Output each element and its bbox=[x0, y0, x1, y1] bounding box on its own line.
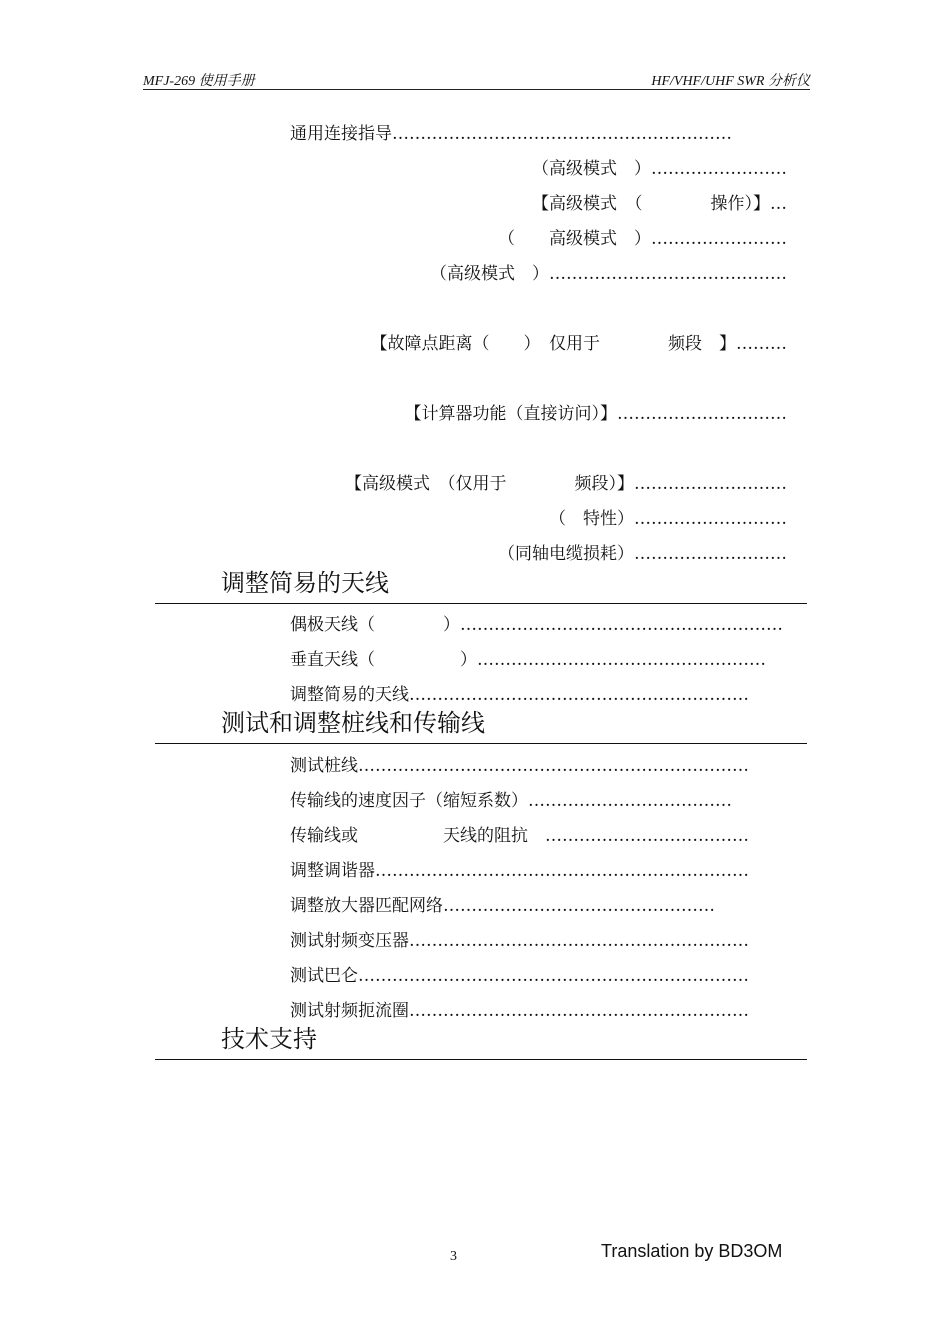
toc-leader-dots: ……………………… bbox=[634, 544, 787, 564]
toc-line bbox=[290, 121, 787, 147]
toc-line bbox=[345, 471, 787, 497]
toc-line bbox=[532, 156, 787, 182]
toc-line bbox=[371, 331, 788, 357]
section-divider bbox=[155, 603, 807, 604]
toc-line-text: （ 高级模式 ） bbox=[498, 229, 651, 249]
toc-line-text: 垂直天线（ ） bbox=[290, 650, 477, 670]
toc-line bbox=[290, 753, 787, 779]
toc-line bbox=[290, 858, 787, 884]
toc-leader-dots: …………………………………………………………… bbox=[358, 966, 749, 986]
toc-leader-dots: ………………………………………………………… bbox=[375, 861, 749, 881]
toc-line-text: 调整调谐器 bbox=[290, 861, 375, 881]
toc-line bbox=[498, 541, 787, 567]
toc-line bbox=[290, 788, 787, 814]
toc-line-text: 传输线或 天线的阻抗 bbox=[290, 826, 545, 846]
toc-line-text: （高级模式 ） bbox=[430, 264, 549, 284]
toc-leader-dots: ……………………………… bbox=[545, 826, 749, 846]
toc-leader-dots: …………………………………………………………… bbox=[358, 756, 749, 776]
toc-line-text: （同轴电缆损耗） bbox=[498, 544, 634, 564]
toc-leader-dots: …………………… bbox=[651, 159, 787, 179]
toc-leader-dots: …………………… bbox=[651, 229, 787, 249]
header-divider bbox=[143, 89, 810, 90]
toc-leader-dots: … bbox=[770, 194, 787, 214]
toc-line-text: 通用连接指导 bbox=[290, 124, 392, 144]
toc-line-text: 【故障点距离（ ） 仅用于 频段 】 bbox=[370, 334, 736, 354]
toc-line-text: 【计算器功能（直接访问）】 bbox=[404, 404, 617, 424]
toc-line-text: 【高级模式 （ 操作）】 bbox=[532, 194, 770, 214]
toc-line-text: 调整放大器匹配网络 bbox=[290, 896, 443, 916]
section-title: 技术支持 bbox=[221, 1025, 317, 1053]
section-title: 测试和调整桩线和传输线 bbox=[221, 709, 485, 737]
section-divider bbox=[155, 743, 807, 744]
section-title: 调整简易的天线 bbox=[221, 569, 389, 597]
toc-line bbox=[430, 261, 787, 287]
toc-line bbox=[549, 506, 787, 532]
header-right-title: HF/VHF/UHF SWR 分析仪 bbox=[651, 74, 810, 89]
toc-leader-dots: ………………………………………………… bbox=[460, 615, 783, 635]
toc-leader-dots: ……………………… bbox=[634, 474, 787, 494]
toc-line-text: 测试巴仑 bbox=[290, 966, 358, 986]
toc-leader-dots: …………………………………………… bbox=[477, 650, 766, 670]
toc-line-text: 调整简易的天线 bbox=[290, 685, 409, 705]
translation-credit: Translation by BD3OM bbox=[601, 1241, 783, 1261]
section-divider bbox=[155, 1059, 807, 1060]
toc-leader-dots: ………………………………………… bbox=[443, 896, 715, 916]
toc-line-text: 【高级模式 （仅用于 频段）】 bbox=[345, 474, 634, 494]
toc-line-text: 偶极天线（ ） bbox=[290, 615, 460, 635]
toc-line bbox=[290, 963, 787, 989]
toc-leader-dots: …………………………………………………… bbox=[409, 685, 749, 705]
header-left-title: MFJ-269 使用手册 bbox=[143, 74, 255, 89]
toc-leader-dots: …………………………………………………… bbox=[409, 1001, 749, 1021]
toc-line bbox=[290, 823, 787, 849]
toc-leader-dots: …………………………………… bbox=[549, 264, 787, 284]
toc-line bbox=[532, 191, 787, 217]
toc-line bbox=[290, 893, 787, 919]
toc-line-text: （ 特性） bbox=[549, 509, 634, 529]
toc-leader-dots: ……………………… bbox=[634, 509, 787, 529]
toc-line-text: （高级模式 ） bbox=[532, 159, 651, 179]
toc-line-text: 测试桩线 bbox=[290, 756, 358, 776]
toc-line-text: 测试射频变压器 bbox=[290, 931, 409, 951]
toc-leader-dots: …………………………………………………… bbox=[392, 124, 732, 144]
toc-line bbox=[290, 998, 787, 1024]
toc-leader-dots: …………………………………………………… bbox=[409, 931, 749, 951]
toc-line bbox=[290, 682, 787, 708]
toc-line-text: 测试射频扼流圈 bbox=[290, 1001, 409, 1021]
toc-line bbox=[498, 226, 787, 252]
toc-line bbox=[290, 928, 787, 954]
toc-line-text: 传输线的速度因子（缩短系数） bbox=[290, 791, 528, 811]
toc-line bbox=[405, 401, 788, 427]
toc-leader-dots: ……… bbox=[736, 334, 787, 354]
page-number: 3 bbox=[450, 1249, 457, 1264]
toc-leader-dots: ………………………… bbox=[617, 404, 787, 424]
toc-leader-dots: ……………………………… bbox=[528, 791, 732, 811]
toc-line bbox=[290, 647, 787, 673]
toc-line bbox=[290, 612, 787, 638]
